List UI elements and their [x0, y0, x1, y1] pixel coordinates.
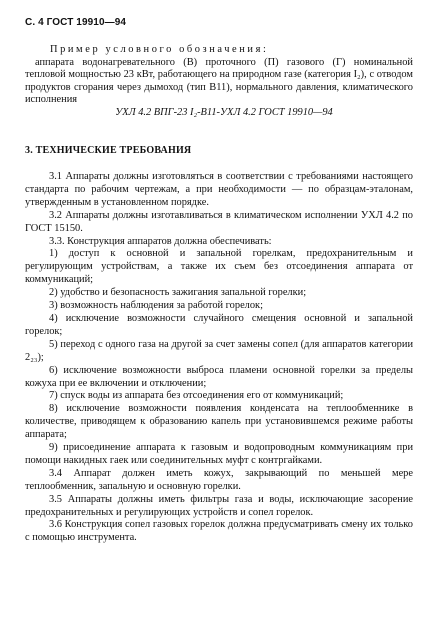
list-item: 6) исключение возможности выброса пламени основной горелки за пределы кожуха при ее включении и отключении;	[25, 364, 413, 389]
example-designation: УХЛ 4.2 ВПГ-23 I₂-B11-УХЛ 4.2 ГОСТ 19910—94	[115, 106, 333, 118]
list-item: 3) возможность наблюдения за работой горелок;	[49, 300, 263, 312]
paragraph: 3.3. Конструкция аппаратов должна обеспечивать:	[49, 235, 272, 247]
designation-example	[25, 44, 413, 120]
example-text: аппарата водонагревательного (В) проточного (П) газового (Г) номинальной тепловой мощностью 23 кВт, работающего на природном газе (категория I₂), с отводом продуктов сгорания через дымоход (тип B11), нормального давления, климатического исполнения	[25, 56, 413, 106]
list-item: 7) спуск воды из аппарата без отсоединения его от коммуникаций;	[49, 390, 344, 402]
list-item: 4) исключение возможности случайного смещения основной и запальной горелок;	[25, 312, 413, 337]
list-item: 5) переход с одного газа на другой за счет замены сопел (для аппаратов категории 2₂₃);	[25, 338, 413, 363]
page-header: С. 4 ГОСТ 19910—94	[25, 17, 127, 28]
section-title: 3. ТЕХНИЧЕСКИЕ ТРЕБОВАНИЯ	[25, 145, 192, 156]
paragraph: 3.5 Аппараты должны иметь фильтры газа и воды, исключающие засорение предохранительных и регулирующих устройств и сопел горелок.	[25, 493, 413, 518]
requirements-content	[25, 171, 413, 545]
paragraph: 3.4 Аппарат должен иметь кожух, закрывающий по меньшей мере теплообменник, запальную и основную горелки.	[25, 467, 413, 492]
list-item: 1) доступ к основной и запальной горелкам, предохранительным и регулирующим устройствам, а также их съем без отсоединения аппарата от коммуникаций;	[25, 248, 413, 286]
list-item: 9) присоединение аппарата к газовым и водопроводным коммуникациям при помощи накидных гаек или соединительных муфт с контргайками.	[25, 442, 413, 466]
list-item: 2) удобство и безопасность зажигания запальной горелки;	[49, 287, 307, 299]
paragraph: 3.1 Аппараты должны изготовляться в соответствии с требованиями настоящего стандарта по рабочим чертежам, а при необходимости — по образцам-эталонам, утвержденным в установленном порядке.	[25, 171, 413, 208]
list-item: 8) исключение возможности появления конденсата на теплообменнике в количестве, приводящем к образованию капель при установившемся режиме работы аппарата;	[25, 403, 413, 441]
paragraph: 3.2 Аппараты должны изготавливаться в климатическом исполнении УХЛ 4.2 по ГОСТ 15150.	[25, 209, 413, 234]
example-title: Пример условного обозначения:	[50, 44, 269, 55]
paragraph: 3.6 Конструкция сопел газовых горелок должна предусматривать смену их только с помощью инструмента.	[25, 519, 413, 544]
